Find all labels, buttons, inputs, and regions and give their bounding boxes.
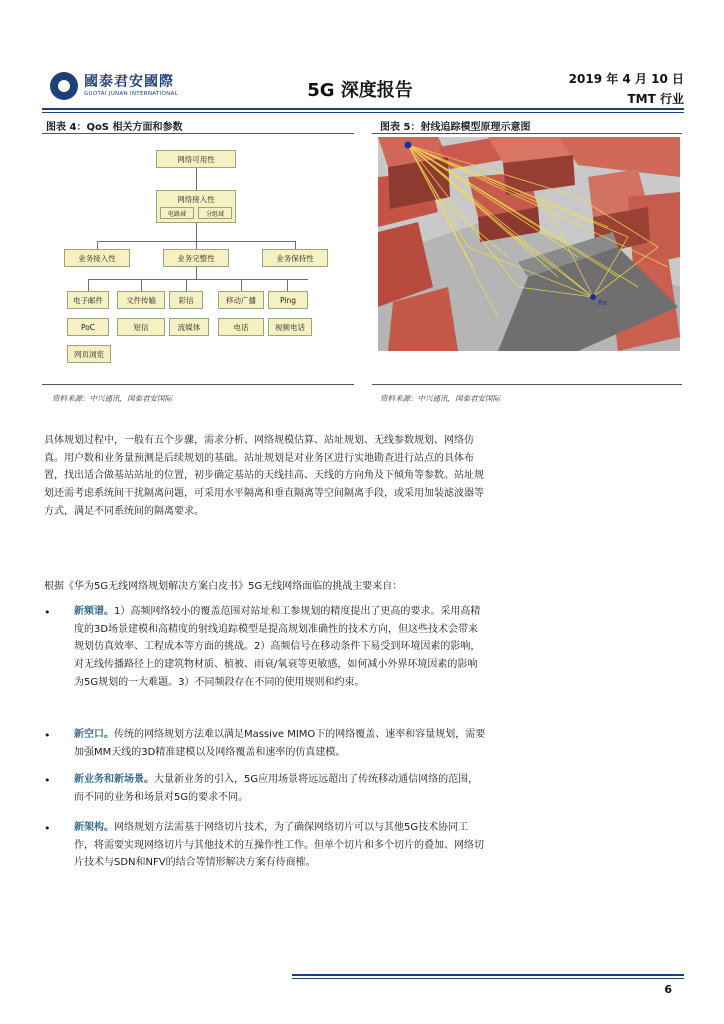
qos-tree-diagram (42, 136, 354, 380)
connector-line (287, 279, 288, 291)
figure-5-source: 资料来源：中兴通讯，国泰君安国际 (380, 394, 500, 403)
leaf-ping: Ping (268, 291, 308, 309)
logo-text-cn: 國泰君安國際 (84, 74, 174, 90)
connector-line (196, 267, 197, 279)
body-paragraph-planning: 具体规划过程中，一般有五个步骤，需求分析、网络规模估算、站址规划、无线参数规划、网络仿真。用户数和业务量预测是后续规划的基础。站址规划是对业务区进行实地勘查进行站点的具体布置，找出适合做基站站址的位置，初步确定基站的天线挂高、天线的方向角及下倾角等参数。站址规划还需考虑系统间干扰隔离问题，可采用水平隔离和垂直隔离等空间隔离手段，或采用加装滤波器等方式，满足不同系统间的隔离要求。 (44, 435, 484, 517)
ray-tracing-illustration (378, 137, 680, 351)
report-title: 5G 深度报告 (307, 80, 413, 101)
figure-5-top-rule (372, 133, 682, 134)
node-network-access-label: 网络接入性 (177, 195, 215, 204)
leaf-poc: PoC (67, 318, 109, 336)
node-service-integrity: 业务完整性 (163, 249, 229, 267)
bullet-keyword: 新架构。 (74, 822, 114, 833)
bullet-icon: • (44, 606, 51, 619)
figure-4-source: 资料来源：中兴通讯，国泰君安国际 (52, 394, 172, 403)
leaf-streaming: 流媒体 (169, 318, 209, 336)
connector-line (196, 168, 197, 190)
report-date: 2019 年 4 月 10 日 (568, 72, 684, 86)
footer-divider (292, 974, 684, 976)
page-number: 6 (664, 983, 672, 996)
connector-line (141, 279, 142, 291)
receiver-label: Rx (598, 299, 608, 307)
bullet-body: 传统的网络规划方法难以满足Massive MIMO下的网络覆盖、速率和容量规划，需要加强MM天线的3D精准建模以及网络覆盖和速率的仿真建模。 (74, 729, 486, 758)
leaf-mms: 彩信 (169, 291, 203, 309)
node-circuit-domain: 电路域 (160, 207, 194, 219)
bullet-keyword: 新空口。 (74, 729, 114, 740)
connector-line (88, 279, 308, 280)
bullet-new-spectrum (74, 603, 486, 692)
node-service-accessibility: 业务接入性 (64, 249, 130, 267)
figure-5-bottom-rule (372, 384, 682, 385)
bullet-new-services (74, 771, 486, 806)
leaf-file-transfer: 文件传输 (117, 291, 165, 309)
logo-text-en: GUOTAI JUNAN INTERNATIONAL (84, 91, 178, 97)
bullet-keyword: 新业务和新场景。 (74, 774, 154, 785)
header-divider (42, 108, 684, 110)
connector-line (88, 279, 89, 291)
leaf-web-browsing: 网页浏览 (67, 345, 111, 363)
figure-5-title: 图表 5：射线追踪模型原理示意图 (380, 122, 531, 133)
bullet-new-air-interface (74, 726, 486, 761)
company-logo (50, 70, 210, 106)
leaf-email: 电子邮件 (67, 291, 109, 309)
leaf-sms: 短信 (117, 318, 165, 336)
figure-4-bottom-rule (42, 384, 354, 385)
figure-4-top-rule (42, 133, 354, 134)
figure-4-title: 图表 4：QoS 相关方面和参数 (46, 122, 183, 133)
connector-line (241, 279, 242, 291)
node-service-retainability: 业务保持性 (262, 249, 328, 267)
bullet-body: 大量新业务的引入，5G应用场景将远远超出了传统移动通信网络的范围，而不同的业务和场景对5G的要求不同。 (74, 774, 479, 803)
body-paragraph-challenges-intro: 根据《华为5G无线网络规划解决方案白皮书》5G无线网络面临的挑战主要来自： (44, 581, 403, 592)
bullet-icon: • (44, 774, 51, 787)
bullet-icon: • (44, 729, 51, 742)
node-packet-domain: 分组域 (198, 207, 232, 219)
report-sector: TMT 行业 (627, 92, 684, 106)
bullet-keyword: 新频谱。 (74, 606, 114, 617)
bullet-body: 网络规划方法需基于网络切片技术，为了确保网络切片可以与其他5G技术协同工作，将需要实现网络切片与其他技术的互操作性工作。但单个切片和多个切片的叠加、网络切片技术与SDN和NFV的结合等情形解决方案有待商榷。 (74, 822, 484, 869)
connector-line (186, 279, 187, 291)
leaf-video-call: 视频电话 (268, 318, 312, 336)
bullet-body: 1）高频网络较小的覆盖范围对站址和工参规划的精度提出了更高的要求。采用高精度的3D场景建模和高精度的射线追踪模型是提高规划准确性的技术方向，但这些技术会带来规划仿真效率、工程成本等方面的挑战。2）高频信号在移动条件下易受到环境因素的影响，对无线传播路径上的建筑物材质、植被、雨衰/氧衰等更敏感，如何减小外界环境因素的影响为5G规划的一大难题。3）不同频段存在不同的使用规则和约束。 (74, 606, 481, 688)
leaf-mobile-broadcast: 移动广播 (218, 291, 264, 309)
logo-mark-icon (50, 72, 78, 100)
connector-line (196, 223, 197, 241)
header-divider-thin (42, 112, 684, 113)
node-network-availability: 网络可用性 (156, 150, 236, 168)
bullet-icon: • (44, 822, 51, 835)
footer-divider-thin (292, 978, 684, 979)
leaf-telephone: 电话 (218, 318, 264, 336)
bullet-new-architecture (74, 819, 486, 872)
